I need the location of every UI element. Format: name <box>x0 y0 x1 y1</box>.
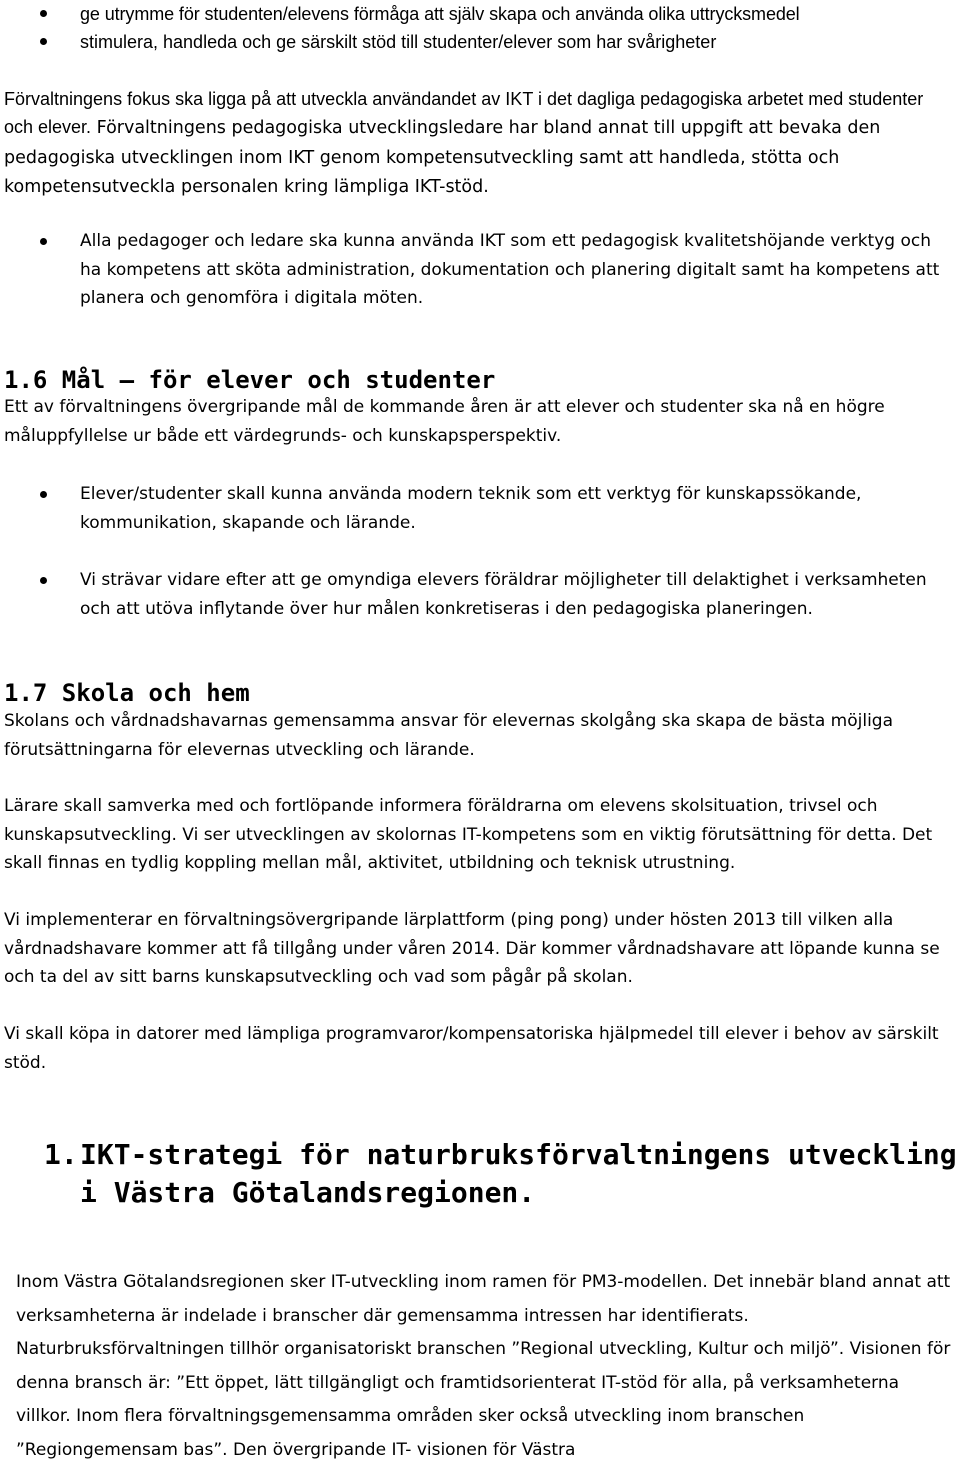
section-heading-1-6: 1.6 Mål – för elever och studenter <box>4 366 496 394</box>
section-1-7-paragraph: Skolans och vårdnadshavarnas gemensamma ansvar för elevernas skolgång ska skapa de bästa möjliga förutsättningarna för elevernas utveckling och lärande. <box>4 711 894 760</box>
paragraph-ikt-focus-rest: Förvaltningens pedagogiska utvecklingsledare har bland annat till uppgift att bevaka den pedagogiska utvecklingen inom IKT genom kompetensutveckling samt att handleda, stötta och kompetensutveckla personalen kring lämpliga IKT-stöd. <box>4 118 881 197</box>
section-1-7-paragraph: Vi implementerar en förvaltningsövergripande lärplattform (ping pong) under hösten 2013 till vilken alla vårdnadshavare kommer att få tillgång under våren 2014. Där kommer vårdnadshavare att löpande kunna se och ta del av sitt barns kunskapsutveckling och vad som pågår på skolan. <box>4 910 940 987</box>
bullet-icon <box>40 38 47 45</box>
section-heading-1-7: 1.7 Skola och hem <box>4 679 250 707</box>
paragraph-ikt-focus-lead: Förvaltningens fokus ska ligga på att utveckla användandet av IKT i det dagliga pedagogiska arbetet med studenter och elever. <box>4 89 924 137</box>
list-item <box>0 227 960 313</box>
bullet-text: Vi strävar vidare efter att ge omyndiga elevers föräldrar möjligheter till delaktighet i verksamheten och att utöva inflytande över hur målen konkretiseras i den pedagogiska planeringen. <box>80 570 927 619</box>
list-item <box>0 28 960 56</box>
bullet-icon <box>40 10 47 17</box>
section-1-7-paragraph: Vi skall köpa in datorer med lämpliga programvaror/kompensatoriska hjälpmedel till elever i behov av särskilt stöd. <box>4 1024 939 1073</box>
section-1-7-paragraph: Lärare skall samverka med och fortlöpande informera föräldrarna om elevens skolsituation, trivsel och kunskapsutveckling. Vi ser utvecklingen av skolornas IT-kompetens som en viktig förutsättning för detta. Det skall finnas en tydlig koppling mellan mål, aktivitet, utbildning och teknisk utrustning. <box>4 796 933 873</box>
chapter-heading <box>44 1136 960 1216</box>
section-1-6-paragraph: Ett av förvaltningens övergripande mål de kommande åren är att elever och studenter ska nå en högre måluppfyllelse ur både ett värdegrunds- och kunskapsperspektiv. <box>4 397 885 446</box>
list-item <box>0 566 960 652</box>
bullet-text: Elever/studenter skall kunna använda modern teknik som ett verktyg för kunskapssökande, kommunikation, skapande och lärande. <box>80 484 862 533</box>
list-item <box>0 480 960 538</box>
list-item <box>0 0 960 28</box>
chapter-number: 1. <box>44 1138 78 1171</box>
bullet-icon <box>40 491 47 498</box>
chapter-title: IKT-strategi för naturbruksförvaltningens utveckling i Västra Götalandsregionen. <box>80 1138 957 1209</box>
chapter-1-paragraph: Inom Västra Götalandsregionen sker IT-utveckling inom ramen för PM3-modellen. Det innebär bland annat att verksamheterna är indelade i branscher där gemensamma intressen har identifierats. Naturbruksförvaltningen tillhör organisatoriskt branschen ”Regional utveckling, Kultur och miljö”. Visionen för denna bransch är: ”Ett öppet, lätt tillgängligt och framtidsorienterat IT-stöd för alla, på verksamheterna villkor. Inom flera förvaltningsgemensamma områden sker också utveckling inom branschen ”Regiongemensam bas”. Den övergripande IT- visionen för Västra <box>16 1272 951 1460</box>
bullet-text: stimulera, handleda och ge särskilt stöd till studenter/elever som har svårigheter <box>80 32 717 52</box>
bullet-icon <box>40 238 47 245</box>
bullet-icon <box>40 577 47 584</box>
paragraph-ikt-focus <box>4 85 956 202</box>
bullet-text: Alla pedagoger och ledare ska kunna använda IKT som ett pedagogisk kvalitetshöjande verktyg och ha kompetens att sköta administration, dokumentation och planering digitalt samt ha kompetens att planera och genomföra i digitala möten. <box>80 231 940 308</box>
bullet-text: ge utrymme för studenten/elevens förmåga att själv skapa och använda olika uttrycksmedel <box>80 4 800 24</box>
